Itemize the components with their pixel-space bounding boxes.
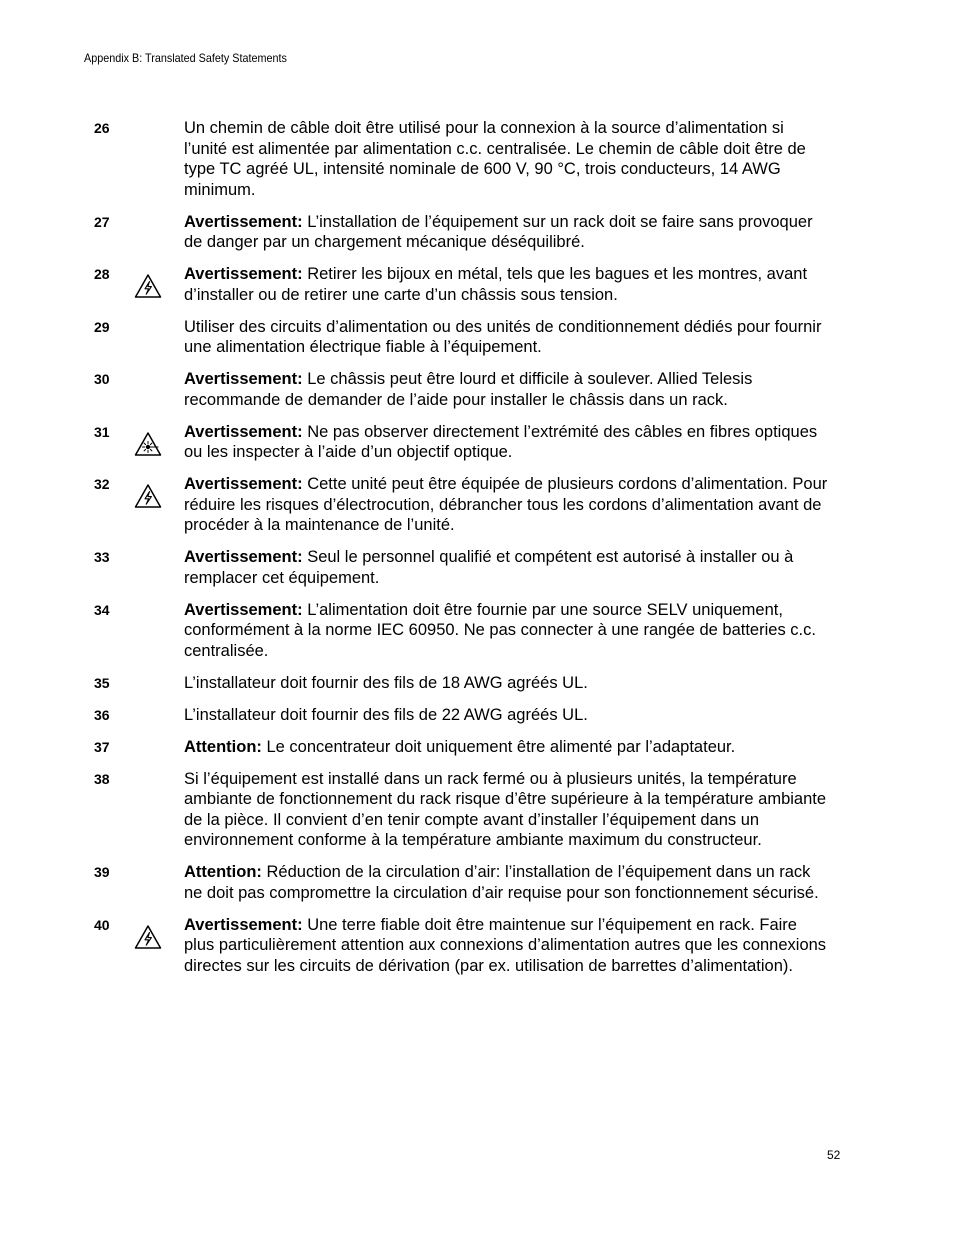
statement-text — [184, 547, 830, 588]
statement-text — [184, 474, 830, 536]
statement-lead: Avertissement: — [184, 265, 303, 283]
statement-item — [0, 317, 954, 358]
statement-lead: Avertissement: — [184, 600, 303, 619]
statement-body: Utiliser des circuits d’alimentation ou des unités de conditionnement dédiés pour fournir une alimentation électrique fiable à l’équipement. — [184, 317, 822, 356]
statement-item — [0, 369, 954, 410]
statement-text — [184, 737, 830, 758]
statement-body: Cette unité peut être équipée de plusieurs cordons d’alimentation. Pour réduire les risques d’électrocution, débrancher tous les cordons d’alimentation avant de procéder à la maintenance de l’unité. — [184, 475, 828, 534]
electrical-hazard-icon — [134, 273, 162, 299]
electrical-hazard-icon — [134, 924, 162, 950]
statement-number: 28 — [94, 266, 110, 282]
statement-body: L’installateur doit fournir des fils de 18 AWG agréés UL. — [184, 673, 588, 692]
statement-number: 27 — [94, 213, 110, 230]
statement-body: Seul le personnel qualifié et compétent est autorisé à installer ou à remplacer cet équipement. — [184, 548, 794, 587]
statement-item — [0, 422, 954, 463]
statement-text — [184, 600, 830, 662]
statement-number: 26 — [94, 120, 110, 136]
statement-number: 37 — [94, 738, 110, 755]
statement-body: Le châssis peut être lourd et difficile à soulever. Allied Telesis recommande de demander de l’aide pour installer le châssis dans un rack. — [184, 370, 753, 409]
statement-item — [0, 769, 954, 851]
statement-body: L’alimentation doit être fournie par une source SELV uniquement, conformément à la norme IEC 60950. Ne pas connecter à une rangée de batteries c.c. centralisée. — [184, 600, 816, 660]
statement-text — [184, 212, 830, 253]
statement-number: 33 — [94, 549, 110, 565]
statement-item — [0, 915, 954, 977]
statement-item — [0, 212, 954, 253]
statement-item — [0, 737, 954, 758]
statement-text — [184, 369, 830, 410]
statement-number: 40 — [94, 916, 110, 933]
statement-body: Si l’équipement est installé dans un rack fermé ou à plusieurs unités, la température ambiante de fonctionnement du rack risque d’être supérieure à la température ambiante de la pièce. Il convient d’en tenir compte avant d’installer l’équipement dans un environnement conforme à la température ambiante maximum du constructeur. — [184, 769, 827, 849]
statement-body: Une terre fiable doit être maintenue sur l’équipement en rack. Faire plus particulièrement attention aux connexions d’alimentation autres que les connexions directes sur les circuits de dérivation (par ex. utilisation de barrettes d’alimentation). — [184, 915, 827, 975]
statement-item — [0, 673, 954, 694]
running-header: Appendix B: Translated Safety Statements — [84, 51, 287, 65]
statement-number: 32 — [94, 476, 110, 492]
statement-text — [184, 264, 830, 305]
statement-text — [184, 769, 830, 851]
statement-number: 31 — [94, 423, 110, 440]
page-number: 52 — [827, 1148, 841, 1162]
statement-item — [0, 600, 954, 662]
statement-text — [184, 673, 830, 694]
statement-lead: Attention: — [184, 737, 262, 756]
statement-text — [184, 915, 830, 977]
statement-lead: Avertissement: — [184, 548, 303, 566]
statement-body: L’installateur doit fournir des fils de 22 AWG agréés UL. — [184, 705, 588, 724]
statement-lead: Avertissement: — [184, 422, 303, 441]
statement-item — [0, 705, 954, 726]
statement-body: Le concentrateur doit uniquement être alimenté par l’adaptateur. — [266, 737, 736, 756]
statement-number: 34 — [94, 601, 110, 618]
statement-item — [0, 862, 954, 903]
statement-lead: Avertissement: — [184, 915, 303, 934]
statement-lead: Avertissement: — [184, 212, 303, 231]
statement-number: 30 — [94, 371, 110, 387]
statement-number: 29 — [94, 318, 110, 335]
statement-number: 35 — [94, 674, 110, 691]
electrical-hazard-icon — [134, 483, 162, 509]
statement-item — [0, 118, 954, 200]
statement-text — [184, 422, 830, 463]
statement-lead: Attention: — [184, 863, 262, 881]
statement-number: 36 — [94, 706, 110, 723]
statement-lead: Avertissement: — [184, 475, 303, 493]
statement-item — [0, 474, 954, 536]
statement-body: L’installation de l’équipement sur un rack doit se faire sans provoquer de danger par un chargement mécanique déséquilibré. — [184, 212, 813, 251]
statement-body: Ne pas observer directement l’extrémité des câbles en fibres optiques ou les inspecter à l’aide d’un objectif optique. — [184, 422, 818, 461]
statement-item — [0, 264, 954, 305]
statement-number: 39 — [94, 864, 110, 880]
statement-item — [0, 547, 954, 588]
safety-statement-list — [0, 118, 954, 988]
statement-body: Un chemin de câble doit être utilisé pour la connexion à la source d’alimentation si l’unité est alimentée par alimentation c.c. centralisée. Le chemin de câble doit être de type TC agréé UL, intensité nominale de 600 V, 90 °C, trois conducteurs, 14 AWG minimum. — [184, 119, 806, 199]
statement-body: Réduction de la circulation d’air: l’installation de l’équipement dans un rack ne doit pas compromettre la circulation d’air requise pour son fonctionnement sécurisé. — [184, 863, 819, 902]
statement-text — [184, 118, 830, 200]
statement-text — [184, 862, 830, 903]
statement-body: Retirer les bijoux en métal, tels que les bagues et les montres, avant d’installer ou de retirer une carte d’un châssis sous tension. — [184, 265, 808, 304]
statement-lead: Avertissement: — [184, 370, 303, 388]
laser-hazard-icon — [134, 431, 162, 457]
statement-text — [184, 705, 830, 726]
statement-text — [184, 317, 830, 358]
statement-number: 38 — [94, 770, 110, 787]
